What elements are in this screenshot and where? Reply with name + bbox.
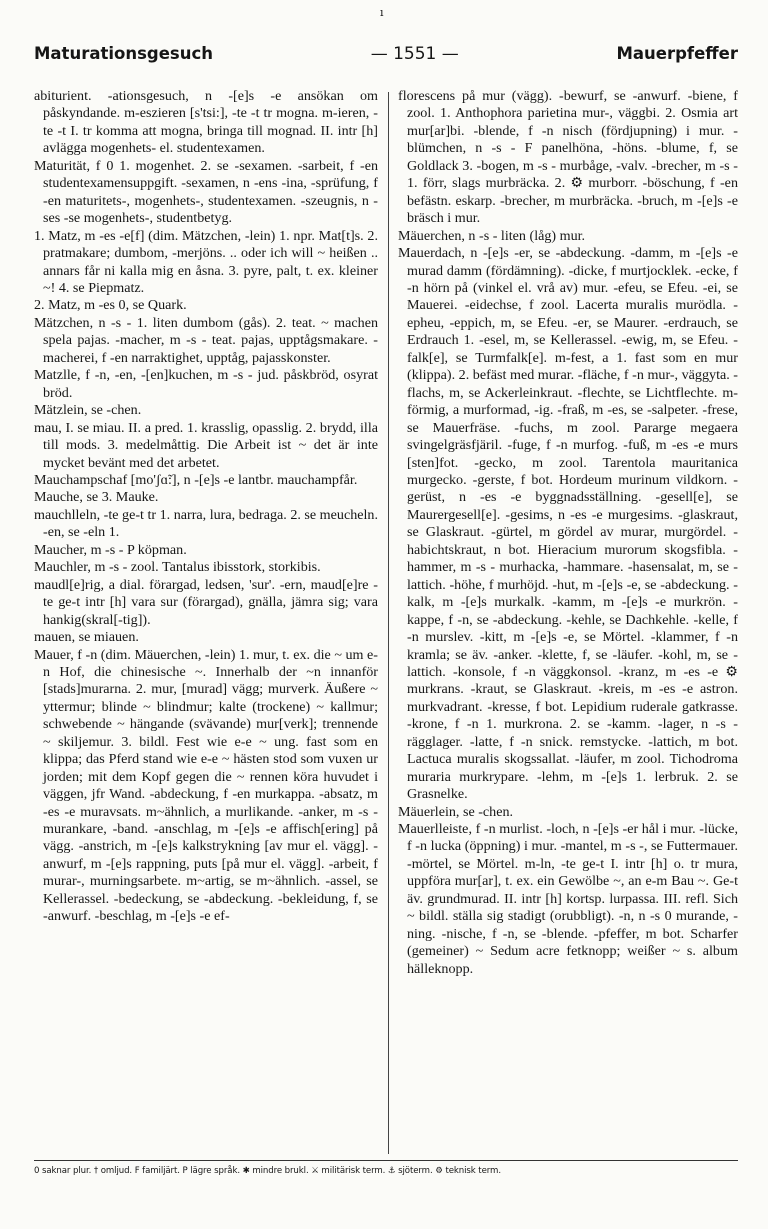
right-column: [398, 88, 738, 1156]
abbreviation-legend: 0 saknar plur. † omljud. F familjärt. P lägre språk. ✱ mindre brukl. ⚔ militärisk term. ⚓ sjöterm. ⚙ teknisk term.: [34, 1166, 501, 1176]
dictionary-entry: Mäuerchen, n -s - liten (låg) mur.: [398, 227, 586, 244]
dictionary-entry: Matzlle, f -n, -en, -[en]kuchen, m -s - jud. påskbröd, osyrat bröd.: [34, 367, 378, 401]
dictionary-entry: florescens på mur (vägg). -bewurf, se -anwurf. -biene, f zool. 1. Anthophora parietina mur-, väggbi. 2. Osmia art mur[ar]bi. -blende, f -n nisch (fördjupning) i mur. -blümchen, n -s - F panelhöna, -höns. -blume, f, se Goldlack 3. -bogen, m -s - murbåge, -valv. -brecher, m -s - 1. förr, slags murbräcka. 2. ⚙ murborr. -böschung, f -en befästn. eskarp. -brecher, m murbräcka. -bruch, m -[e]s -e bräsch i mur.: [398, 88, 738, 227]
dictionary-entry: maudl[e]rig, a dial. förargad, ledsen, 'sur'. -ern, maud[e]re -te ge-t intr [h] vara sur (förargad), gnälla, jämra sig; vara hankig(skral[-tig]).: [34, 576, 378, 628]
footer-rule: [34, 1160, 738, 1161]
dictionary-entry: Mätzlein, se -chen.: [34, 402, 142, 419]
dictionary-entry: Mauche, se 3. Mauke.: [34, 489, 159, 506]
column-divider: [388, 92, 389, 1154]
header-right-guideword: Mauerpfeffer: [616, 44, 738, 63]
dictionary-entry: 2. Matz, m -es 0, se Quark.: [34, 297, 187, 314]
dictionary-entry: mauchlleln, -te ge-t tr 1. narra, lura, bedraga. 2. se meucheln. -en, se -eln 1.: [34, 506, 378, 541]
page-number: — 1551 —: [370, 44, 459, 64]
dictionary-entry: mauen, se miauen.: [34, 629, 139, 646]
dictionary-entry: Mauerdach, n -[e]s -er, se -abdeckung. -damm, m -[e]s -e murad damm (fördämning). -dicke, f murtjocklek. -ecke, f -n hörn på (vinkel el. vrå av) mur. -efeu, se Efeu. -ei, se Mauerei. -eidechse, f zool. Lacerta muralis murödla. -epheu, -eppich, m, se Efeu. -er, se Maurer. -erdrauch, se Erdrauch 1. -esel, m, se Kellerassel. -ewig, m, se Efeu. -falk[e], se Turmfalk[e]. m-fest, a 1. fast som en mur (klippa). 2. befäst med murar. -fläche, f -n mur-, väggyta. -flachs, m, se Ackerleinkraut. -flechte, se Lichtflechte. m-förmig, a murformad, -ig. -fraß, m -es, se -salpeter. -frese, se Mauerfräse. -fuchs, m zool. Pararge megaera svingelgräsfjäril. -fuge, f -n murfog. -fuß, m -es -e murs [sten]fot. -gecko, m zool. Tarentola mauritanica murgecko. -gerste, f bot. Hordeum murinum vildkorn. -gerüst, n -es -e byggnadsställning. -gesell[e], se Maurergesell[e]. -gesims, n -es -e murgesims. -glaskraut, se Glaskraut. -gürtel, m gördel av murar, murgördel. -habichtskraut, n bot. Hieracium murorum skogsfibla. -hammer, m -s - murhacka, -hammare. -hasensalat, m, se -lattich. -höhe, f murhöjd. -hut, m -[e]s -e, se -abdeckung. -kalk, m -[e]s murkalk. -kamm, m -[e]s -e murkrön. -kappe, f -n, se -abdeckung. -kehle, se Dachkehle. -kelle, f -n murslev. -kitt, m -[e]s -e, se Mörtel. -klammer, f -n kramla; se äv. -anker. -klette, f, se -läufer. -kohl, m, se -lattich. -konsole, f -n väggkonsol. -kranz, m -es -e ⚙ murkrans. -kraut, se Glaskraut. -kreis, m -es -e astron. murkvadrant. -kresse, f bot. Lepidium ruderale gatkrasse. -krone, f -n 1. murkrona. 2. se -kamm. -lager, n -s - rägglager. -latte, f -n snick. remstycke. -lattich, m bot. Lactuca muralis skogssallat. -läufer, m zool. Tichodroma muraria murkrypare. -lehm, m -[e]s 1. lerbruk. 2. se Grasnelke.: [398, 245, 738, 803]
dictionary-entry: Mätzchen, n -s - 1. liten dumbom (gås). 2. teat. ~ machen spela pajas. -macher, m -s - teat. pajas, upptågsmakare. -macherei, f -en narraktighet, upptåg, pajasskonster.: [34, 314, 378, 366]
dictionary-entry: Maucher, m -s - P köpman.: [34, 541, 187, 558]
dictionary-entry: abiturient. -ationsgesuch, n -[e]s -e ansökan om påskyndande. m-eszieren [s'tsi:], -te -t tr mogna. m-ieren, -te -t I. tr komma att mogna, bringa till mognad. II. intr [h] avlägga mogenhets- el. studentexamen.: [34, 88, 378, 157]
dictionary-entry: mau, I. se miau. II. a pred. 1. krasslig, opasslig. 2. brydd, illa till mods. 3. medelmåttig. Die Arbeit ist ~ det är inte mycket bevänt med det arbetet.: [34, 419, 378, 471]
running-header: [34, 44, 738, 70]
dictionary-entry: Mauchler, m -s - zool. Tantalus ibisstork, storkibis.: [34, 559, 321, 576]
top-mark: ı: [380, 6, 384, 19]
dictionary-entry: Mäuerlein, se -chen.: [398, 803, 514, 820]
dictionary-entry: Maturität, f 0 1. mogenhet. 2. se -sexamen. -sarbeit, f -en studentexamensuppgift. -sexamen, n -ens -ina, -sprüfung, f -en maturitets-, mogenhets-, studentexamen. -szeugnis, n -ses -se mogenhets-, studentbetyg.: [34, 157, 378, 227]
left-column: [34, 88, 378, 1156]
dictionary-entry: Mauerlleiste, f -n murlist. -loch, n -[e]s -er hål i mur. -lücke, f -n lucka (öppning) i mur. -mantel, m -s -, se Futtermauer. -mörtel, se Mörtel. m-ln, -te ge-t I. intr [h] o. tr mura, uppföra mur[ar], t. ex. ein Gewölbe ~, an e-m Bau ~. Ge-t äv. grundmurad. II. intr [h] kortsp. lurpassa. III. refl. Sich ~ bildl. ställa sig stadigt (orubbligt). -n, n -s 0 murande, -ning. -nische, f -n, se -blende. -pfeffer, m bot. Scharfer (gemeiner) ~ Sedum acre fetknopp; weißer ~ s. album hälleknopp.: [398, 821, 738, 977]
header-left-guideword: Maturationsgesuch: [34, 44, 214, 63]
dictionary-entry: Mauchampschaf [mo'ʃɑ̃:], n -[e]s -e lantbr. mauchampfår.: [34, 471, 358, 488]
dictionary-entry: 1. Matz, m -es -e[f] (dim. Mätzchen, -lein) 1. npr. Mat[t]s. 2. pratmakare; dumbom, -merjöns. .. oder ich will ~ heißen .. annars får ni kalla mig en åsna. 3. pyre, palt, t. ex. kleiner ~! 4. se Piepmatz.: [34, 227, 378, 296]
dictionary-entry: Mauer, f -n (dim. Mäuerchen, -lein) 1. mur, t. ex. die ~ um e-n Hof, die chinesische ~. Innerhalb der ~n innanför [stads]murarna. 2. mur, [murad] vägg; murverk. Äußere ~ yttermur; blinde ~ blindmur; kalte (trockene) ~ kallmur; schwebende ~ hängande (svävande) mur[verk]; trennende ~ skiljemur. 3. bildl. Fest wie e-e ~ ung. fast som en klippa; das Pferd stand wie e-e ~ hästen stod som vuxen ur jorden; mit dem Kopf gegen die ~ rennen köra huvudet i väggen, jfr Wand. -abdeckung, f -en murkappa. -absatz, m -es -e muravsats. m~ähnlich, a murlikande. -anker, m -s - murankare, -band. -anschlag, m -[e]s -e affisch[ering] på vägg. -anstrich, m -[e]s kalkstrykning [av mur el. vägg]. -anwurf, m -[e]s rappning, puts [på mur el. vägg]. -arbeit, f murar-, murningsarbete. m~artig, se m~ähnlich. -assel, se Kellerassel. -bedeckung, se -abdeckung. -bekleidung, f, se -anwurf. -beschlag, m -[e]s -e ef-: [34, 646, 378, 925]
